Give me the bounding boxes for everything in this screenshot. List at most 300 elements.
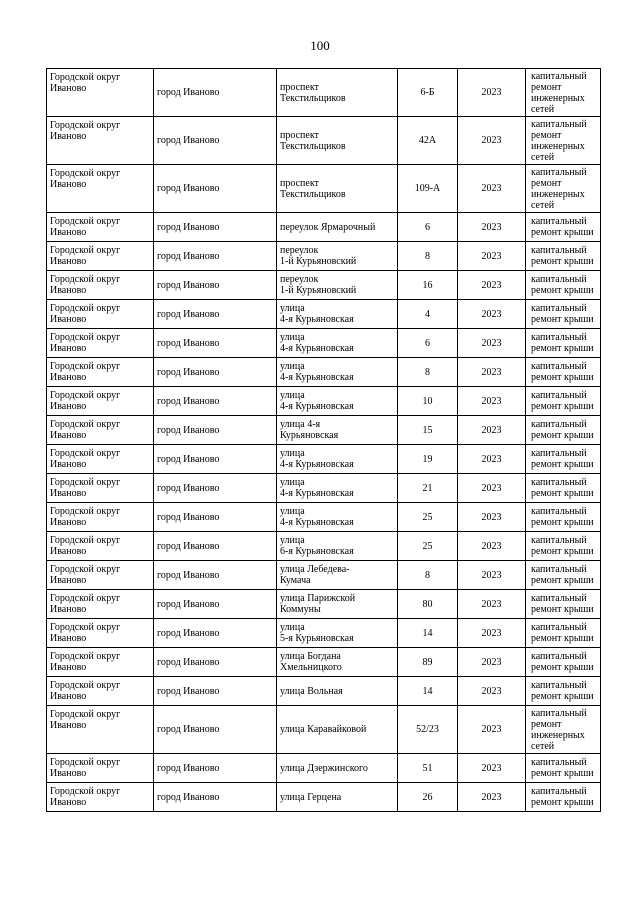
house-number-cell-text: 14 xyxy=(422,627,433,639)
street-cell xyxy=(277,445,398,474)
year-cell-text: 2023 xyxy=(481,511,502,523)
city-cell xyxy=(154,329,277,358)
house-number-cell xyxy=(398,329,458,358)
district-cell-text: Городской округ Иваново xyxy=(50,332,121,354)
year-cell-text: 2023 xyxy=(481,791,502,803)
house-number-cell-text: 109-А xyxy=(414,183,441,194)
city-cell xyxy=(154,590,277,619)
district-cell xyxy=(47,445,154,474)
city-cell xyxy=(154,561,277,590)
work-type-cell-text: капитальный ремонт крыши xyxy=(531,786,594,808)
year-cell-text: 2023 xyxy=(481,250,502,262)
street-cell-text: улица 4-я Курьяновская xyxy=(280,303,354,325)
year-cell-text: 2023 xyxy=(481,183,502,194)
work-type-cell xyxy=(526,329,601,358)
district-cell-text: Городской округ Иваново xyxy=(50,303,121,325)
house-number-cell-text: 80 xyxy=(422,598,433,610)
district-cell-text: Городской округ Иваново xyxy=(50,564,121,586)
city-cell-text: город Иваново xyxy=(157,540,220,552)
city-cell-text: город Иваново xyxy=(157,337,220,349)
district-cell xyxy=(47,213,154,242)
district-cell xyxy=(47,165,154,213)
table-row xyxy=(47,69,601,117)
house-number-cell-text: 51 xyxy=(422,762,433,774)
street-cell xyxy=(277,242,398,271)
city-cell-text: город Иваново xyxy=(157,598,220,610)
table-row xyxy=(47,300,601,329)
city-cell-text: город Иваново xyxy=(157,627,220,639)
year-cell xyxy=(458,329,526,358)
work-type-cell xyxy=(526,706,601,754)
year-cell xyxy=(458,532,526,561)
work-type-cell-text: капитальный ремонт крыши xyxy=(531,274,594,296)
house-number-cell-text: 6 xyxy=(425,337,430,349)
house-number-cell-text: 26 xyxy=(422,791,433,803)
district-cell-text: Городской округ Иваново xyxy=(50,419,121,441)
year-cell xyxy=(458,213,526,242)
city-cell xyxy=(154,445,277,474)
work-type-cell xyxy=(526,300,601,329)
house-number-cell-text: 6-Б xyxy=(420,87,435,98)
work-type-cell xyxy=(526,503,601,532)
year-cell xyxy=(458,165,526,213)
work-type-cell-text: капитальный ремонт крыши xyxy=(531,303,594,325)
district-cell xyxy=(47,300,154,329)
year-cell xyxy=(458,445,526,474)
table-row xyxy=(47,165,601,213)
street-cell-text: улица 4-я Курьяновская xyxy=(280,448,354,470)
table-row xyxy=(47,242,601,271)
table-row xyxy=(47,445,601,474)
city-cell-text: город Иваново xyxy=(157,791,220,803)
year-cell-text: 2023 xyxy=(481,279,502,291)
work-type-cell xyxy=(526,648,601,677)
table-row xyxy=(47,677,601,706)
district-cell-text: Городской округ Иваново xyxy=(50,709,121,731)
year-cell-text: 2023 xyxy=(481,424,502,436)
street-cell xyxy=(277,619,398,648)
street-cell-text: улица 4-я Курьяновская xyxy=(280,390,354,412)
district-cell-text: Городской округ Иваново xyxy=(50,535,121,557)
district-cell-text: Городской округ Иваново xyxy=(50,786,121,808)
year-cell xyxy=(458,117,526,165)
city-cell-text: город Иваново xyxy=(157,366,220,378)
street-cell-text: улица 5-я Курьяновская xyxy=(280,622,354,644)
year-cell-text: 2023 xyxy=(481,598,502,610)
street-cell xyxy=(277,561,398,590)
city-cell xyxy=(154,706,277,754)
city-cell xyxy=(154,532,277,561)
year-cell-text: 2023 xyxy=(481,482,502,494)
house-number-cell xyxy=(398,165,458,213)
table-row xyxy=(47,503,601,532)
street-cell-text: улица Дзержинского xyxy=(280,762,368,774)
street-cell xyxy=(277,648,398,677)
district-cell-text: Городской округ Иваново xyxy=(50,168,121,190)
house-number-cell xyxy=(398,213,458,242)
year-cell-text: 2023 xyxy=(481,540,502,552)
street-cell-text: улица 4-я Курьяновская xyxy=(280,477,354,499)
table-row xyxy=(47,619,601,648)
year-cell-text: 2023 xyxy=(481,337,502,349)
work-type-cell-text: капитальный ремонт крыши xyxy=(531,477,594,499)
city-cell xyxy=(154,165,277,213)
work-type-cell-text: капитальный ремонт крыши xyxy=(531,419,594,441)
street-cell xyxy=(277,677,398,706)
work-type-cell-text: капитальный ремонт крыши xyxy=(531,680,594,702)
street-cell xyxy=(277,474,398,503)
work-type-cell-text: капитальный ремонт инженерных сетей xyxy=(531,166,587,211)
city-cell-text: город Иваново xyxy=(157,279,220,291)
street-cell xyxy=(277,503,398,532)
house-number-cell xyxy=(398,474,458,503)
house-number-cell-text: 25 xyxy=(422,540,433,552)
district-cell xyxy=(47,117,154,165)
district-cell xyxy=(47,69,154,117)
house-number-cell-text: 8 xyxy=(425,366,430,378)
work-type-cell-text: капитальный ремонт инженерных сетей xyxy=(531,707,587,752)
house-number-cell-text: 42А xyxy=(418,135,437,146)
street-cell xyxy=(277,358,398,387)
street-cell xyxy=(277,706,398,754)
year-cell xyxy=(458,300,526,329)
house-number-cell xyxy=(398,416,458,445)
district-cell-text: Городской округ Иваново xyxy=(50,757,121,779)
district-cell-text: Городской округ Иваново xyxy=(50,245,121,267)
district-cell-text: Городской округ Иваново xyxy=(50,390,121,412)
work-type-cell xyxy=(526,619,601,648)
street-cell xyxy=(277,754,398,783)
work-type-cell-text: капитальный ремонт крыши xyxy=(531,593,594,615)
work-type-cell xyxy=(526,165,601,213)
year-cell xyxy=(458,648,526,677)
city-cell-text: город Иваново xyxy=(157,183,220,194)
house-number-cell-text: 52/23 xyxy=(416,724,439,735)
house-number-cell-text: 25 xyxy=(422,511,433,523)
work-type-cell xyxy=(526,69,601,117)
year-cell-text: 2023 xyxy=(481,569,502,581)
year-cell xyxy=(458,474,526,503)
city-cell-text: город Иваново xyxy=(157,395,220,407)
year-cell-text: 2023 xyxy=(481,366,502,378)
street-cell-text: улица Лебедева- Кумача xyxy=(280,564,350,586)
street-cell-text: улица Каравайковой xyxy=(280,724,367,735)
year-cell-text: 2023 xyxy=(481,453,502,465)
table-row xyxy=(47,117,601,165)
work-type-cell xyxy=(526,474,601,503)
street-cell xyxy=(277,213,398,242)
work-type-cell-text: капитальный ремонт инженерных сетей xyxy=(531,70,587,115)
district-cell-text: Городской округ Иваново xyxy=(50,72,121,94)
work-type-cell xyxy=(526,416,601,445)
house-number-cell xyxy=(398,648,458,677)
house-number-cell xyxy=(398,445,458,474)
street-cell xyxy=(277,590,398,619)
table-row xyxy=(47,387,601,416)
district-cell-text: Городской округ Иваново xyxy=(50,120,121,142)
city-cell-text: город Иваново xyxy=(157,482,220,494)
house-number-cell xyxy=(398,271,458,300)
house-number-cell-text: 4 xyxy=(425,308,430,320)
work-type-cell-text: капитальный ремонт крыши xyxy=(531,390,594,412)
city-cell-text: город Иваново xyxy=(157,424,220,436)
year-cell xyxy=(458,387,526,416)
city-cell xyxy=(154,387,277,416)
work-type-cell xyxy=(526,677,601,706)
city-cell xyxy=(154,69,277,117)
page-number: 100 xyxy=(310,38,330,53)
street-cell-text: улица 4-я Курьяновская xyxy=(280,419,339,441)
district-cell xyxy=(47,532,154,561)
house-number-cell-text: 19 xyxy=(422,453,433,465)
street-cell-text: улица Парижской Коммуны xyxy=(280,593,356,615)
city-cell-text: город Иваново xyxy=(157,656,220,668)
year-cell xyxy=(458,619,526,648)
district-cell xyxy=(47,677,154,706)
district-cell xyxy=(47,358,154,387)
table-row xyxy=(47,648,601,677)
district-cell-text: Городской округ Иваново xyxy=(50,506,121,528)
city-cell xyxy=(154,358,277,387)
city-cell xyxy=(154,213,277,242)
city-cell xyxy=(154,754,277,783)
table-row xyxy=(47,754,601,783)
street-cell xyxy=(277,69,398,117)
street-cell-text: улица 4-я Курьяновская xyxy=(280,361,354,383)
table-row xyxy=(47,706,601,754)
work-type-cell-text: капитальный ремонт крыши xyxy=(531,245,594,267)
street-cell xyxy=(277,783,398,812)
table-row xyxy=(47,329,601,358)
street-cell-text: улица Герцена xyxy=(280,791,342,803)
house-number-cell-text: 89 xyxy=(422,656,433,668)
year-cell xyxy=(458,358,526,387)
house-number-cell-text: 10 xyxy=(422,395,433,407)
work-type-cell-text: капитальный ремонт крыши xyxy=(531,506,594,528)
house-number-cell xyxy=(398,69,458,117)
city-cell xyxy=(154,271,277,300)
street-cell-text: проспект Текстильщиков xyxy=(280,177,346,200)
district-cell-text: Городской округ Иваново xyxy=(50,680,121,702)
street-cell-text: улица Богдана Хмельницкого xyxy=(280,651,342,673)
year-cell-text: 2023 xyxy=(481,395,502,407)
work-type-cell-text: капитальный ремонт крыши xyxy=(531,216,594,238)
street-cell xyxy=(277,117,398,165)
city-cell-text: город Иваново xyxy=(157,511,220,523)
district-cell xyxy=(47,242,154,271)
house-number-cell xyxy=(398,619,458,648)
city-cell-text: город Иваново xyxy=(157,308,220,320)
house-number-cell-text: 16 xyxy=(422,279,433,291)
year-cell-text: 2023 xyxy=(481,724,502,735)
street-cell xyxy=(277,329,398,358)
street-cell-text: переулок 1-й Курьяновский xyxy=(280,245,357,267)
year-cell-text: 2023 xyxy=(481,627,502,639)
house-number-cell xyxy=(398,677,458,706)
table-row xyxy=(47,590,601,619)
table-row xyxy=(47,358,601,387)
district-cell-text: Городской округ Иваново xyxy=(50,477,121,499)
city-cell-text: город Иваново xyxy=(157,221,220,233)
district-cell-text: Городской округ Иваново xyxy=(50,361,121,383)
work-type-cell-text: капитальный ремонт крыши xyxy=(531,622,594,644)
work-type-cell-text: капитальный ремонт крыши xyxy=(531,757,594,779)
year-cell-text: 2023 xyxy=(481,135,502,146)
street-cell-text: проспект Текстильщиков xyxy=(280,81,346,104)
city-cell-text: город Иваново xyxy=(157,685,220,697)
repair-schedule-table xyxy=(46,68,601,812)
district-cell xyxy=(47,754,154,783)
street-cell xyxy=(277,300,398,329)
house-number-cell-text: 15 xyxy=(422,424,433,436)
street-cell-text: улица 4-я Курьяновская xyxy=(280,332,354,354)
street-cell-text: улица 4-я Курьяновская xyxy=(280,506,354,528)
district-cell-text: Городской округ Иваново xyxy=(50,274,121,296)
district-cell xyxy=(47,648,154,677)
year-cell-text: 2023 xyxy=(481,656,502,668)
house-number-cell-text: 21 xyxy=(422,482,433,494)
street-cell-text: переулок 1-й Курьяновский xyxy=(280,274,357,296)
city-cell xyxy=(154,474,277,503)
work-type-cell xyxy=(526,242,601,271)
street-cell-text: проспект Текстильщиков xyxy=(280,129,346,152)
year-cell-text: 2023 xyxy=(481,221,502,233)
city-cell xyxy=(154,677,277,706)
house-number-cell-text: 8 xyxy=(425,250,430,262)
house-number-cell xyxy=(398,783,458,812)
city-cell xyxy=(154,117,277,165)
work-type-cell-text: капитальный ремонт крыши xyxy=(531,361,594,383)
house-number-cell xyxy=(398,561,458,590)
district-cell xyxy=(47,706,154,754)
work-type-cell-text: капитальный ремонт крыши xyxy=(531,448,594,470)
street-cell xyxy=(277,532,398,561)
house-number-cell xyxy=(398,242,458,271)
city-cell-text: город Иваново xyxy=(157,762,220,774)
table-row xyxy=(47,532,601,561)
city-cell-text: город Иваново xyxy=(157,87,220,98)
year-cell-text: 2023 xyxy=(481,685,502,697)
work-type-cell xyxy=(526,213,601,242)
work-type-cell-text: капитальный ремонт крыши xyxy=(531,564,594,586)
work-type-cell xyxy=(526,754,601,783)
city-cell xyxy=(154,416,277,445)
work-type-cell xyxy=(526,532,601,561)
work-type-cell-text: капитальный ремонт инженерных сетей xyxy=(531,118,587,163)
district-cell xyxy=(47,590,154,619)
year-cell xyxy=(458,416,526,445)
year-cell xyxy=(458,677,526,706)
work-type-cell-text: капитальный ремонт крыши xyxy=(531,535,594,557)
district-cell xyxy=(47,329,154,358)
house-number-cell xyxy=(398,387,458,416)
table-row xyxy=(47,783,601,812)
table-row xyxy=(47,416,601,445)
city-cell xyxy=(154,783,277,812)
year-cell xyxy=(458,590,526,619)
district-cell-text: Городской округ Иваново xyxy=(50,216,121,238)
house-number-cell-text: 8 xyxy=(425,569,430,581)
work-type-cell xyxy=(526,117,601,165)
city-cell xyxy=(154,503,277,532)
house-number-cell xyxy=(398,300,458,329)
work-type-cell xyxy=(526,445,601,474)
year-cell xyxy=(458,242,526,271)
city-cell xyxy=(154,648,277,677)
district-cell xyxy=(47,271,154,300)
year-cell xyxy=(458,754,526,783)
city-cell-text: город Иваново xyxy=(157,569,220,581)
street-cell xyxy=(277,165,398,213)
year-cell-text: 2023 xyxy=(481,308,502,320)
city-cell xyxy=(154,300,277,329)
work-type-cell xyxy=(526,783,601,812)
year-cell xyxy=(458,561,526,590)
district-cell xyxy=(47,783,154,812)
street-cell xyxy=(277,271,398,300)
street-cell-text: переулок Ярмарочный xyxy=(280,221,376,233)
district-cell-text: Городской округ Иваново xyxy=(50,593,121,615)
district-cell xyxy=(47,387,154,416)
house-number-cell xyxy=(398,358,458,387)
table-row xyxy=(47,561,601,590)
district-cell xyxy=(47,474,154,503)
district-cell-text: Городской округ Иваново xyxy=(50,448,121,470)
district-cell xyxy=(47,561,154,590)
street-cell xyxy=(277,387,398,416)
street-cell-text: улица 6-я Курьяновская xyxy=(280,535,354,557)
year-cell xyxy=(458,271,526,300)
city-cell xyxy=(154,619,277,648)
street-cell-text: улица Вольная xyxy=(280,685,343,697)
house-number-cell xyxy=(398,532,458,561)
work-type-cell-text: капитальный ремонт крыши xyxy=(531,651,594,673)
city-cell-text: город Иваново xyxy=(157,724,220,735)
district-cell-text: Городской округ Иваново xyxy=(50,651,121,673)
city-cell-text: город Иваново xyxy=(157,135,220,146)
work-type-cell xyxy=(526,561,601,590)
district-cell xyxy=(47,619,154,648)
city-cell-text: город Иваново xyxy=(157,453,220,465)
house-number-cell xyxy=(398,706,458,754)
house-number-cell xyxy=(398,503,458,532)
table-row xyxy=(47,271,601,300)
house-number-cell xyxy=(398,117,458,165)
work-type-cell-text: капитальный ремонт крыши xyxy=(531,332,594,354)
work-type-cell xyxy=(526,387,601,416)
city-cell-text: город Иваново xyxy=(157,250,220,262)
table-row xyxy=(47,213,601,242)
year-cell-text: 2023 xyxy=(481,87,502,98)
work-type-cell xyxy=(526,358,601,387)
house-number-cell xyxy=(398,590,458,619)
year-cell xyxy=(458,69,526,117)
year-cell xyxy=(458,783,526,812)
house-number-cell-text: 14 xyxy=(422,685,433,697)
house-number-cell-text: 6 xyxy=(425,221,430,233)
district-cell-text: Городской округ Иваново xyxy=(50,622,121,644)
year-cell-text: 2023 xyxy=(481,762,502,774)
house-number-cell xyxy=(398,754,458,783)
year-cell xyxy=(458,503,526,532)
street-cell xyxy=(277,416,398,445)
work-type-cell xyxy=(526,590,601,619)
city-cell xyxy=(154,242,277,271)
year-cell xyxy=(458,706,526,754)
district-cell xyxy=(47,416,154,445)
work-type-cell xyxy=(526,271,601,300)
table-row xyxy=(47,474,601,503)
